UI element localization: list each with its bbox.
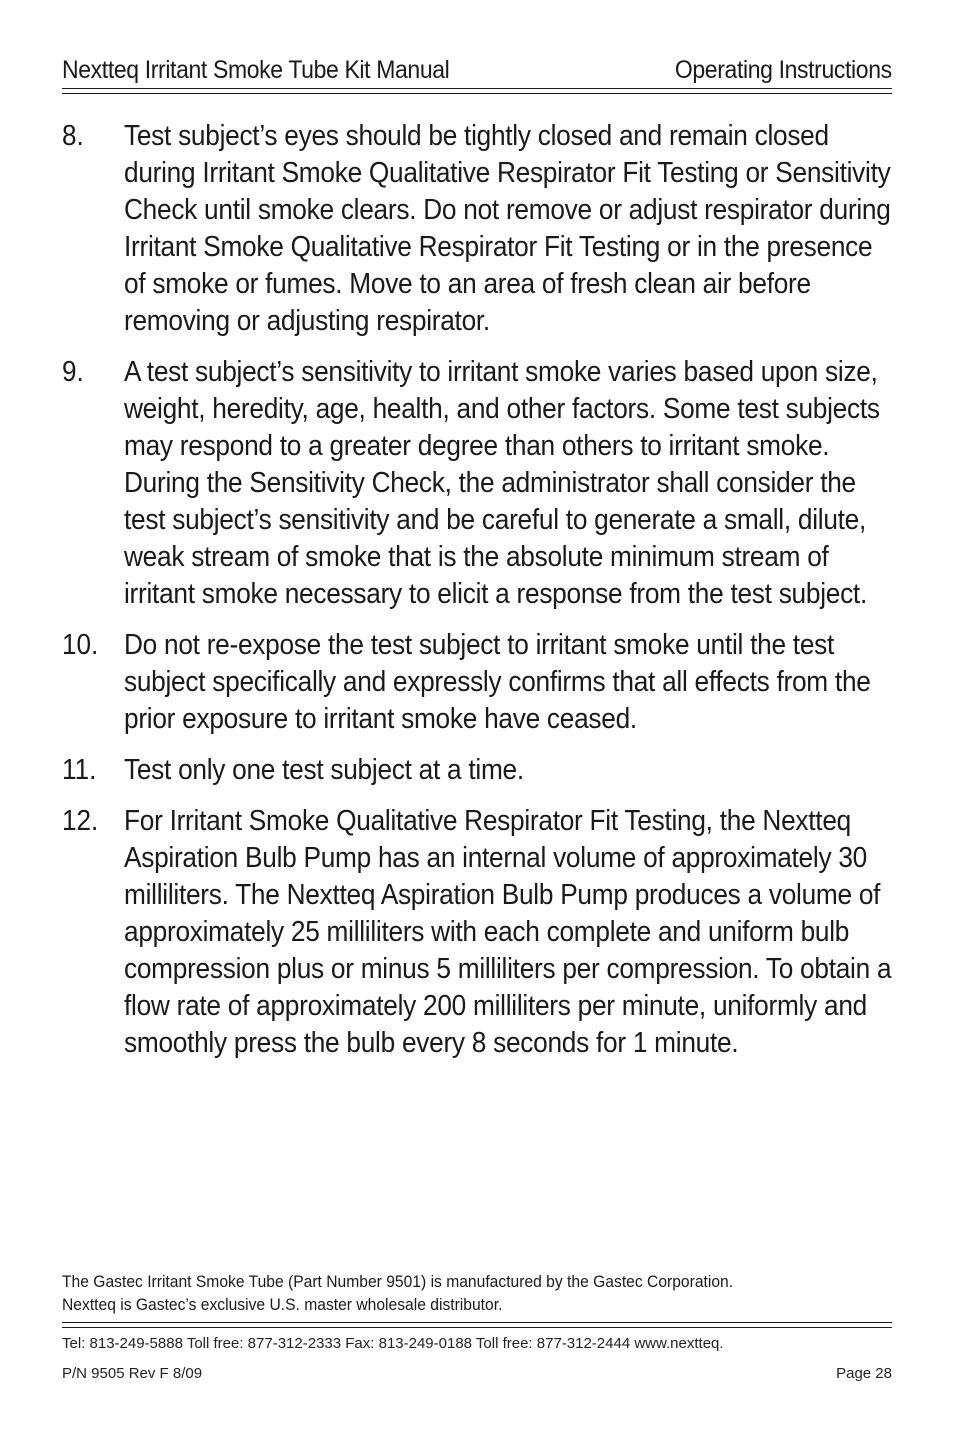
list-item — [62, 627, 892, 738]
item-number: 10. — [62, 629, 99, 661]
list-item — [62, 354, 892, 613]
part-number: P/N 9505 Rev F 8/09 — [62, 1365, 203, 1382]
instruction-list — [62, 118, 892, 1076]
list-item — [62, 118, 892, 340]
item-text: A test subject’s sensitivity to irritant smoke varies based upon size, weight, heredity, age, health, and other factors. Some test subjects may respond to a greater degree than others to irritant smoke. During the Sensitivity Check, the administrator shall consider the test subject’s sensitivity and be careful to generate a small, dilute, weak stream of smoke that is the absolute minimum stream of irritant smoke necessary to elicit a response from the test subject. — [124, 356, 880, 610]
footer-divider — [62, 1322, 892, 1328]
item-number: 12. — [62, 805, 99, 837]
header-divider — [62, 88, 892, 94]
manual-title: Nextteq Irritant Smoke Tube Kit Manual — [62, 56, 450, 84]
item-text: Test subject’s eyes should be tightly closed and remain closed during Irritant Smoke Qualitative Respirator Fit Testing or Sensitivity Check until smoke clears. Do not remove or adjust respirator during Irritant Smoke Qualitative Respirator Fit Testing or in the presence of smoke or fumes. Move to an area of fresh clean air before removing or adjusting respirator. — [124, 120, 891, 337]
list-item — [62, 752, 892, 789]
page-number: Page 28 — [836, 1365, 892, 1382]
section-title: Operating Instructions — [675, 56, 892, 84]
item-text: For Irritant Smoke Qualitative Respirator Fit Testing, the Nextteq Aspiration Bulb Pump has an internal volume of approximately 30 milliliters. The Nextteq Aspiration Bulb Pump produces a volume of approximately 25 milliliters with each complete and uniform bulb compression plus or minus 5 milliliters per compression. To obtain a flow rate of approximately 200 milliliters per minute, uniformly and smoothly press the bulb every 8 seconds for 1 minute. — [124, 805, 892, 1059]
footer-note-line-2: Nextteq is Gastec’s exclusive U.S. master wholesale distributor. — [62, 1295, 503, 1314]
item-text: Test only one test subject at a time. — [124, 754, 524, 786]
contact-info: Tel: 813-249-5888 Toll free: 877-312-2333 Fax: 813-249-0188 Toll free: 877-312-2444 www.nextteq. — [62, 1335, 724, 1352]
footer-note — [62, 1270, 733, 1316]
footer-note-line-1: The Gastec Irritant Smoke Tube (Part Number 9501) is manufactured by the Gastec Corporation. — [62, 1272, 734, 1291]
item-text: Do not re-expose the test subject to irritant smoke until the test subject specifically and expressly confirms that all effects from the prior exposure to irritant smoke have ceased. — [124, 629, 871, 735]
list-item — [62, 803, 892, 1062]
item-number: 9. — [62, 356, 84, 388]
item-number: 11. — [62, 754, 97, 786]
page-header — [62, 56, 892, 90]
item-number: 8. — [62, 120, 84, 152]
